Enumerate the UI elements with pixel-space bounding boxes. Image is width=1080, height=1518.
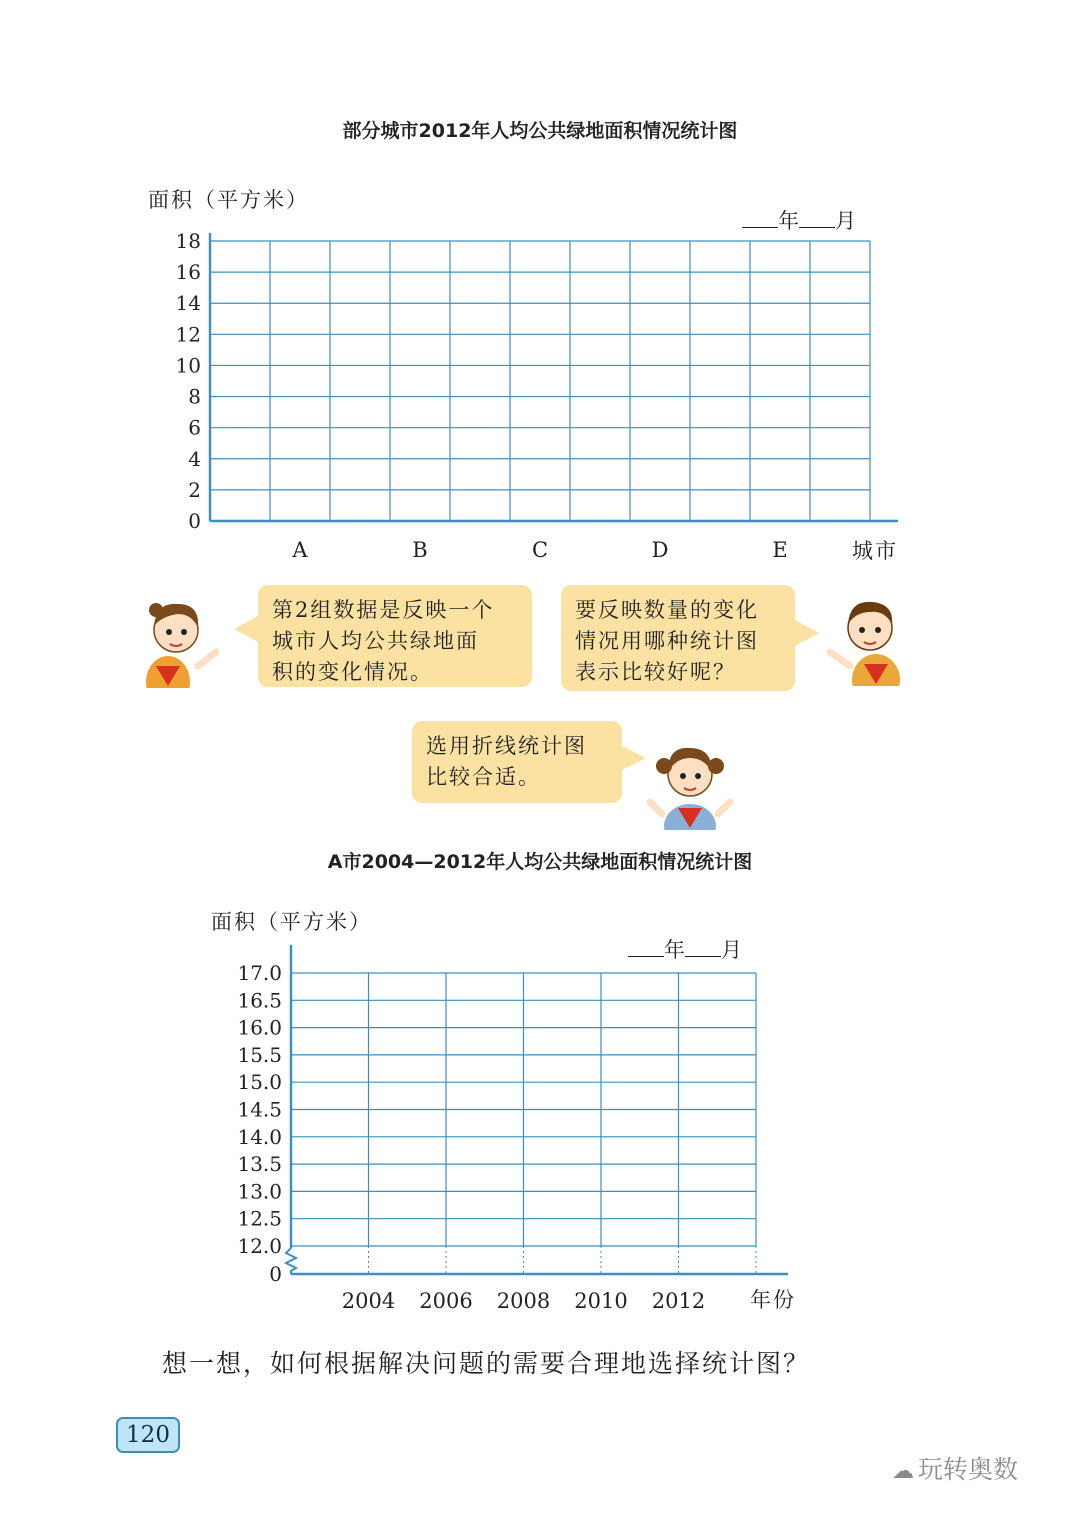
y-tick-label: 16.5 — [237, 988, 282, 1013]
chart2-ylabel: 面积（平方米） — [211, 910, 372, 934]
x-tick-label: B — [412, 538, 428, 562]
boy-right-speech-bubble: 要反映数量的变化 情况用哪种统计图 表示比较好呢？ — [561, 585, 795, 691]
page-number-badge: 120 — [116, 1417, 180, 1453]
x-tick-label: D — [651, 538, 669, 562]
x-tick-label: 2008 — [496, 1289, 551, 1313]
y-axis-break — [286, 1248, 296, 1274]
y-tick-label: 13.0 — [237, 1179, 282, 1204]
chart1-ylabel: 面积（平方米） — [148, 188, 309, 212]
y-tick-label: 0 — [188, 509, 201, 533]
y-tick-label: 10 — [175, 353, 201, 378]
x-tick-label: E — [772, 538, 788, 562]
x-tick-label: 2004 — [341, 1289, 396, 1313]
y-tick-label: 12.5 — [237, 1206, 282, 1231]
y-tick-label: 15.0 — [237, 1070, 282, 1095]
y-tick-label: 13.5 — [237, 1152, 282, 1177]
y-tick-label: 16 — [175, 260, 201, 285]
chart1-title: 部分城市2012年人均公共绿地面积情况统计图 — [342, 120, 738, 142]
y-tick-label: 15.5 — [237, 1042, 282, 1067]
chart2-title: A市2004—2012年人均公共绿地面积情况统计图 — [327, 851, 753, 873]
chart2-date-line: 年 月 — [628, 934, 742, 964]
x-tick-label: 2010 — [574, 1289, 628, 1313]
y-tick-label: 17.0 — [237, 961, 282, 985]
wechat-icon: ☁ — [892, 1459, 914, 1484]
chart1-date-line: 年 月 — [742, 205, 856, 235]
girl-center-speech-bubble: 选用折线统计图 比较合适。 — [412, 721, 622, 803]
y-tick-label: 0 — [269, 1262, 282, 1286]
x-tick-label: C — [531, 538, 549, 562]
y-tick-label: 14.5 — [237, 1097, 282, 1122]
y-tick-label: 14 — [175, 291, 201, 316]
y-tick-label: 6 — [188, 415, 201, 440]
x-tick-label: 2006 — [419, 1289, 473, 1313]
y-tick-label: 4 — [188, 446, 201, 471]
x-tick-label: A — [292, 538, 308, 562]
y-tick-label: 12.0 — [237, 1234, 282, 1258]
y-tick-label: 12 — [175, 322, 201, 347]
x-axis-label: 城市 — [852, 539, 898, 563]
x-tick-label: 2012 — [651, 1289, 706, 1313]
x-axis-label: 年份 — [750, 1288, 796, 1312]
y-tick-label: 18 — [175, 229, 201, 253]
reflection-question: 想一想，如何根据解决问题的需要合理地选择统计图？ — [162, 1349, 811, 1378]
y-tick-label: 8 — [188, 384, 201, 409]
y-tick-label: 14.0 — [237, 1124, 282, 1149]
girl-left-speech-bubble: 第2组数据是反映一个 城市人均公共绿地面 积的变化情况。 — [258, 585, 532, 687]
watermark: ☁ 玩转奥数 — [892, 1455, 1019, 1484]
y-tick-label: 16.0 — [237, 1015, 282, 1040]
y-tick-label: 2 — [188, 477, 201, 502]
